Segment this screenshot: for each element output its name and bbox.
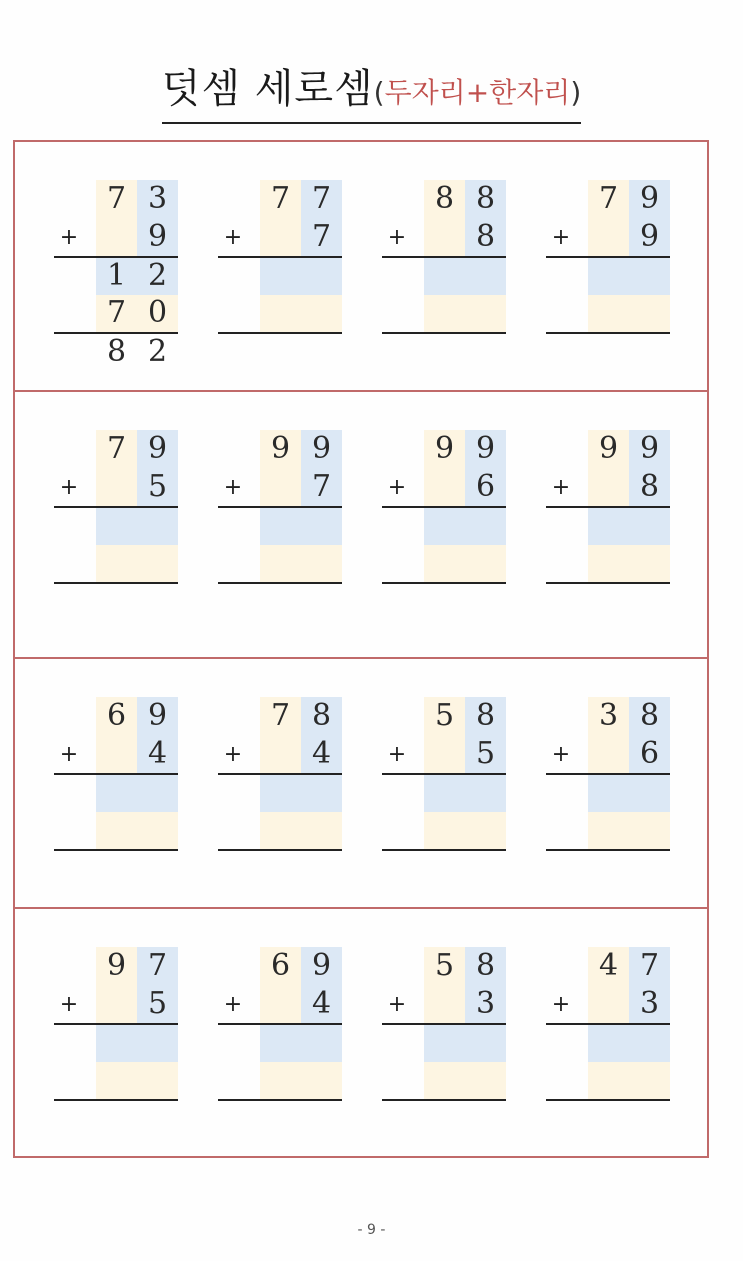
title-main: 덧셈 세로셈 [161, 66, 374, 112]
ones-sum-answer-box[interactable] [260, 1024, 342, 1062]
answer-line [54, 1099, 178, 1101]
answer-line [218, 849, 342, 851]
addend1-ones-digit: 7 [147, 948, 168, 983]
addition-problem [382, 430, 506, 625]
tens-sum-answer-box[interactable] [260, 812, 342, 850]
addend1-tens-digit: 9 [270, 431, 291, 466]
addition-problem [54, 947, 178, 1142]
answer-line [382, 849, 506, 851]
ones-sum-answer-box[interactable] [260, 507, 342, 545]
addend2-ones-digit: 5 [147, 469, 168, 504]
plus-sign: + [387, 992, 407, 1017]
tens-sum-answer-box[interactable] [424, 295, 506, 333]
addition-problem [546, 180, 670, 375]
addend1-tens-digit: 9 [434, 431, 455, 466]
addend1-ones-digit: 8 [475, 181, 496, 216]
plus-sign: + [551, 475, 571, 500]
row-divider [15, 907, 707, 909]
addend2-ones-digit: 8 [639, 469, 660, 504]
row-divider [15, 390, 707, 392]
addend1-tens-digit: 9 [598, 431, 619, 466]
addend2-ones-digit: 6 [639, 736, 660, 771]
addend2-ones-digit: 5 [147, 986, 168, 1021]
addend2-ones-digit: 3 [639, 986, 660, 1021]
plus-sign: + [551, 225, 571, 250]
addend2-ones-digit: 8 [475, 219, 496, 254]
addition-problem [54, 697, 178, 892]
ones-sum-answer-box[interactable] [96, 774, 178, 812]
ones-sum-answer-box[interactable] [588, 257, 670, 295]
addend1-tens-digit: 3 [598, 698, 619, 733]
answer-line [546, 849, 670, 851]
addend1-ones-digit: 7 [639, 948, 660, 983]
addend2-ones-digit: 5 [475, 736, 496, 771]
addend1-tens-digit: 7 [270, 698, 291, 733]
addend2-ones-digit: 7 [311, 219, 332, 254]
sum-line [382, 1023, 506, 1025]
plus-sign: + [223, 475, 243, 500]
addend2-ones-digit: 4 [311, 986, 332, 1021]
title-paren-close: ) [570, 76, 582, 109]
title-underlined [162, 66, 582, 124]
addend1-tens-digit: 7 [106, 431, 127, 466]
tens-sum-answer-box[interactable] [96, 545, 178, 583]
addend1-ones-digit: 7 [311, 181, 332, 216]
tens-sum-answer-box[interactable] [260, 1062, 342, 1100]
ones-sum-answer-box[interactable] [260, 257, 342, 295]
tens-sum-answer-box[interactable] [96, 1062, 178, 1100]
tens-sum-answer-box[interactable] [588, 812, 670, 850]
addition-problem [546, 947, 670, 1142]
addend1-ones-digit: 9 [475, 431, 496, 466]
sum-line [546, 773, 670, 775]
ones-sum-answer-box[interactable] [96, 507, 178, 545]
addend1-ones-digit: 3 [147, 181, 168, 216]
sum-line [546, 256, 670, 258]
tens-sum-answer-box[interactable] [260, 545, 342, 583]
answer-line [54, 582, 178, 584]
plus-sign: + [551, 742, 571, 767]
addition-problem [218, 430, 342, 625]
ones-sum-answer-box[interactable] [424, 1024, 506, 1062]
ones-sum-answer-box[interactable] [588, 1024, 670, 1062]
addend2-ones-digit: 4 [311, 736, 332, 771]
addend1-tens-digit: 7 [106, 181, 127, 216]
tens-sum-answer-box[interactable] [424, 545, 506, 583]
addend2-ones-digit: 9 [639, 219, 660, 254]
answer-line [382, 1099, 506, 1101]
sum-line [546, 506, 670, 508]
answer-ones-digit: 2 [147, 334, 168, 369]
tens-sum-answer-box[interactable] [588, 545, 670, 583]
addend1-ones-digit: 9 [639, 431, 660, 466]
addend1-tens-digit: 6 [106, 698, 127, 733]
plus-sign: + [223, 742, 243, 767]
addend1-tens-digit: 5 [434, 948, 455, 983]
addend1-tens-digit: 9 [106, 948, 127, 983]
addend2-ones-digit: 4 [147, 736, 168, 771]
addition-problem [218, 947, 342, 1142]
sum-line [54, 1023, 178, 1025]
addend1-ones-digit: 8 [475, 698, 496, 733]
ones-sum-answer-box[interactable] [96, 1024, 178, 1062]
sum-line [382, 256, 506, 258]
addend2-ones-digit: 3 [475, 986, 496, 1021]
plus-sign: + [551, 992, 571, 1017]
addition-problem [382, 947, 506, 1142]
page-number: - 9 - [357, 1222, 386, 1238]
sum-line [218, 1023, 342, 1025]
addition-problem [218, 697, 342, 892]
plus-sign: + [223, 992, 243, 1017]
ones-sum-answer-box[interactable] [424, 774, 506, 812]
answer-line [382, 582, 506, 584]
answer-line [382, 332, 506, 334]
plus-sign: + [387, 742, 407, 767]
plus-sign: + [387, 475, 407, 500]
sum-line [54, 773, 178, 775]
addend1-ones-digit: 8 [311, 698, 332, 733]
title-paren-open: ( [373, 76, 385, 109]
plus-sign: + [59, 475, 79, 500]
addend1-tens-digit: 7 [270, 181, 291, 216]
tens-sum-tens-digit: 7 [106, 295, 127, 330]
addition-problem [382, 697, 506, 892]
sum-line [546, 1023, 670, 1025]
ones-sum-ones-digit: 2 [147, 258, 168, 293]
addition-problem [54, 430, 178, 625]
addend1-ones-digit: 9 [147, 431, 168, 466]
answer-tens-digit: 8 [106, 334, 127, 369]
addend1-tens-digit: 6 [270, 948, 291, 983]
plus-sign: + [387, 225, 407, 250]
tens-sum-answer-box[interactable] [588, 295, 670, 333]
addend1-ones-digit: 9 [147, 698, 168, 733]
addend1-ones-digit: 9 [311, 431, 332, 466]
ones-sum-tens-digit: 1 [106, 258, 127, 293]
tens-sum-answer-box[interactable] [260, 295, 342, 333]
addend1-tens-digit: 5 [434, 698, 455, 733]
answer-line [218, 582, 342, 584]
answer-line [218, 332, 342, 334]
addend1-ones-digit: 8 [475, 948, 496, 983]
plus-sign: + [59, 742, 79, 767]
addend1-ones-digit: 9 [639, 181, 660, 216]
sum-line [382, 773, 506, 775]
addend2-ones-digit: 6 [475, 469, 496, 504]
sum-line [382, 506, 506, 508]
addend1-tens-digit: 7 [598, 181, 619, 216]
addend1-ones-digit: 8 [639, 698, 660, 733]
ones-sum-answer-box[interactable] [260, 774, 342, 812]
addition-problem [546, 430, 670, 625]
addition-problem [54, 180, 178, 375]
addend2-ones-digit: 9 [147, 219, 168, 254]
row-divider [15, 657, 707, 659]
worksheet-title [0, 66, 743, 124]
plus-sign: + [223, 225, 243, 250]
addend1-tens-digit: 4 [598, 948, 619, 983]
answer-line [218, 1099, 342, 1101]
addition-problem [218, 180, 342, 375]
ones-sum-answer-box[interactable] [588, 507, 670, 545]
addition-problem [382, 180, 506, 375]
sum-line [218, 256, 342, 258]
tens-sum-answer-box[interactable] [588, 1062, 670, 1100]
addition-problem [546, 697, 670, 892]
ones-sum-answer-box[interactable] [424, 257, 506, 295]
sum-line [218, 773, 342, 775]
plus-sign: + [59, 225, 79, 250]
answer-line [546, 1099, 670, 1101]
ones-sum-answer-box[interactable] [588, 774, 670, 812]
tens-sum-answer-box[interactable] [96, 812, 178, 850]
addend1-tens-digit: 8 [434, 181, 455, 216]
sum-line [218, 506, 342, 508]
plus-sign: + [59, 992, 79, 1017]
addend1-ones-digit: 9 [311, 948, 332, 983]
tens-sum-answer-box[interactable] [424, 1062, 506, 1100]
title-subtitle: 두자리+한자리 [384, 76, 571, 109]
answer-line [54, 849, 178, 851]
answer-line [546, 332, 670, 334]
addend2-ones-digit: 7 [311, 469, 332, 504]
tens-sum-ones-digit: 0 [147, 295, 168, 330]
ones-sum-answer-box[interactable] [424, 507, 506, 545]
tens-sum-answer-box[interactable] [424, 812, 506, 850]
answer-line [546, 582, 670, 584]
sum-line [54, 506, 178, 508]
